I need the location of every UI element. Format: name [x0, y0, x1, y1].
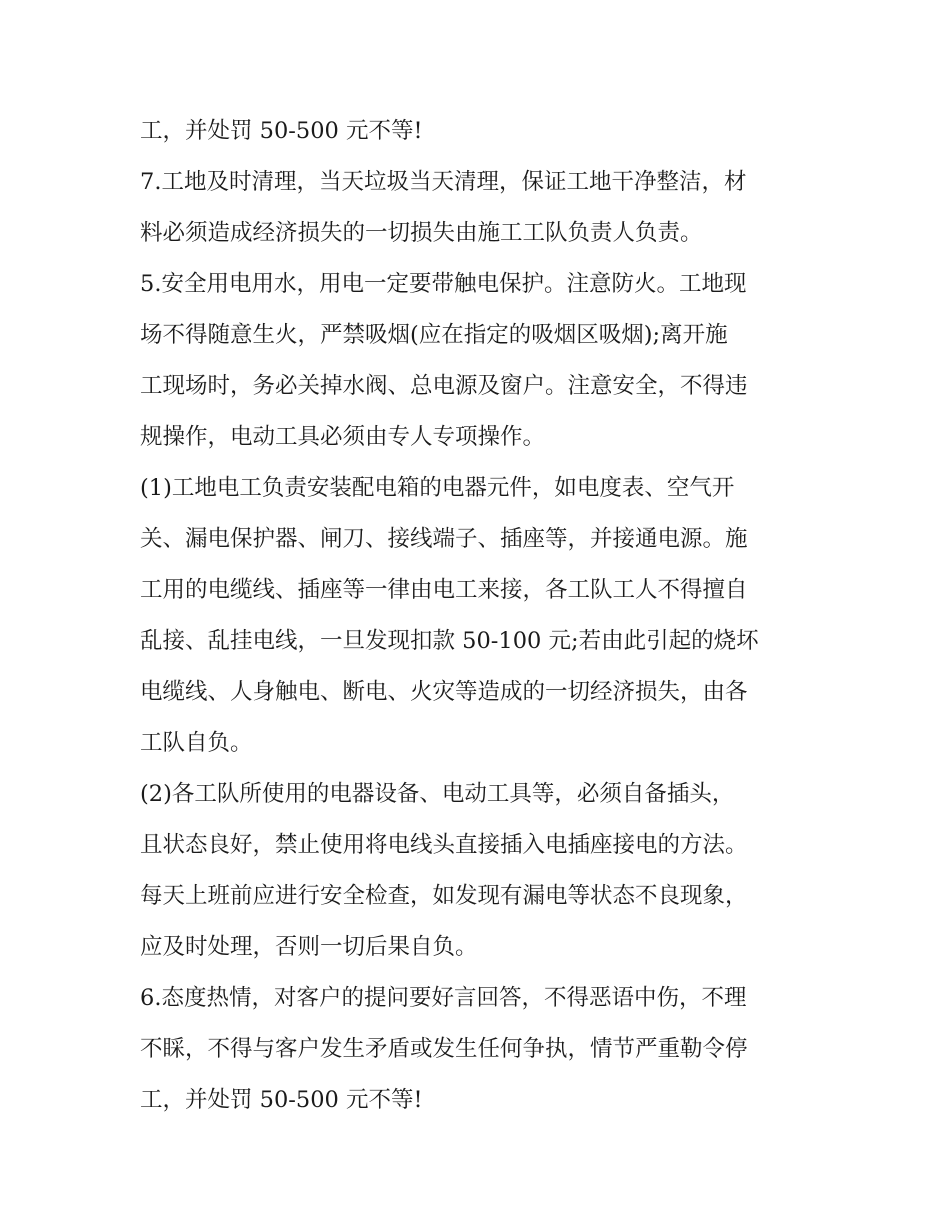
text-line: 每天上班前应进行安全检查，如发现有漏电等状态不良现象， — [140, 883, 748, 909]
text-line: (2)各工队所使用的电器设备、电动工具等，必须自备插头， — [140, 781, 735, 807]
text-line: 工，并处罚 50-500 元不等! — [140, 1087, 423, 1113]
text-line: 工现场时，务必关掉水阀、总电源及窗户。注意安全，不得违 — [140, 373, 748, 399]
text-line: 工队自负。 — [140, 730, 253, 756]
text-line: 规操作，电动工具必须由专人专项操作。 — [140, 424, 546, 450]
text-line: 关、漏电保护器、闸刀、接线端子、插座等，并接通电源。施 — [140, 526, 748, 552]
text-line: 场不得随意生火，严禁吸烟(应在指定的吸烟区吸烟);离开施 — [140, 322, 728, 348]
text-line: (1)工地电工负责安装配电箱的电器元件，如电度表、空气开 — [140, 475, 735, 501]
text-line: 工，并处罚 50-500 元不等! — [140, 118, 423, 144]
text-line: 工用的电缆线、插座等一律由电工来接，各工队工人不得擅自 — [140, 577, 748, 603]
document-body — [140, 106, 820, 1126]
text-line: 5.安全用电用水，用电一定要带触电保护。注意防火。工地现 — [140, 271, 747, 297]
text-line: 且状态良好，禁止使用将电线头直接插入电插座接电的方法。 — [140, 832, 748, 858]
text-line: 7.工地及时清理，当天垃圾当天清理，保证工地干净整洁，材 — [140, 169, 747, 195]
text-line: 乱接、乱挂电线，一旦发现扣款 50-100 元;若由此引起的烧坏 — [140, 628, 759, 654]
text-line: 料必须造成经济损失的一切损失由施工工队负责人负责。 — [140, 220, 703, 246]
text-line: 不睬，不得与客户发生矛盾或发生任何争执，情节严重勒令停 — [140, 1036, 748, 1062]
text-line: 电缆线、人身触电、断电、火灾等造成的一切经济损失，由各 — [140, 679, 748, 705]
text-line: 6.态度热情，对客户的提问要好言回答，不得恶语中伤，不理 — [140, 985, 747, 1011]
text-line: 应及时处理，否则一切后果自负。 — [140, 934, 478, 960]
